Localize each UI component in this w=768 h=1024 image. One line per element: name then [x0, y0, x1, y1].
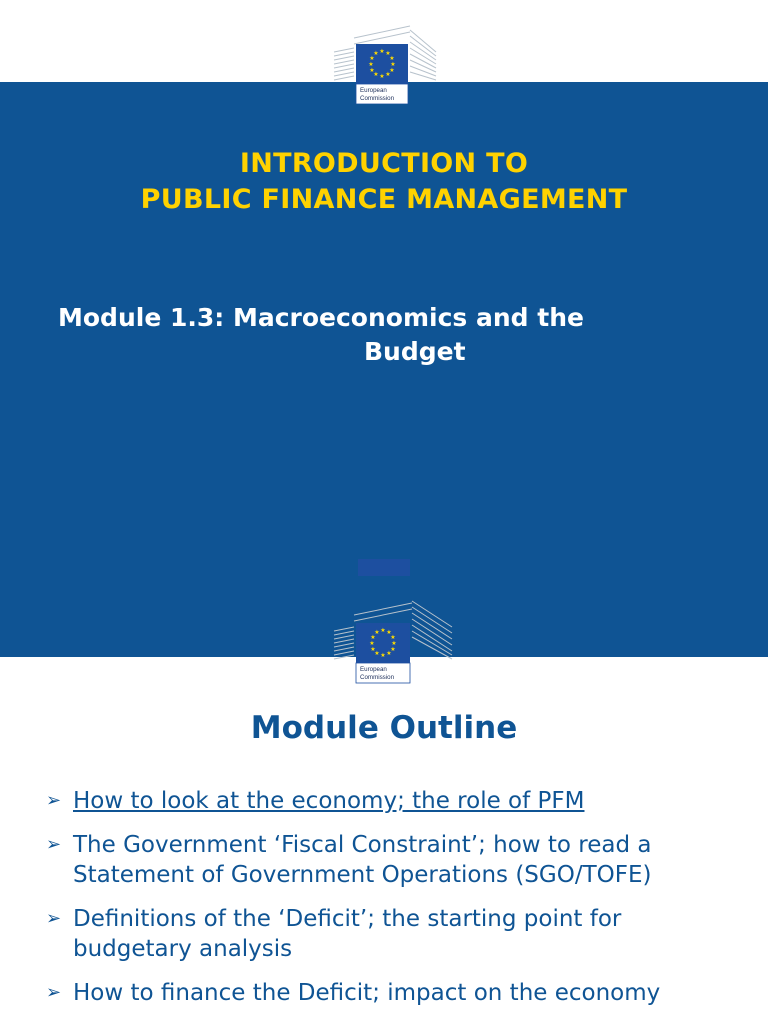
arrow-bullet-icon: ➢ [46, 834, 62, 855]
svg-text:★: ★ [385, 50, 391, 57]
svg-text:★: ★ [369, 55, 375, 62]
svg-text:★: ★ [370, 634, 376, 641]
svg-text:★: ★ [390, 61, 396, 68]
svg-text:★: ★ [370, 646, 376, 653]
arrow-bullet-icon: ➢ [46, 790, 62, 811]
arrow-bullet-icon: ➢ [46, 908, 62, 929]
list-item-text: Definitions of the ‘Deficit’; the starting point for budgetary analysis [73, 906, 622, 962]
module-outline-heading: Module Outline [250, 710, 518, 746]
svg-text:★: ★ [380, 652, 386, 659]
title-line2: PUBLIC FINANCE MANAGEMENT [140, 184, 628, 215]
outline-list [46, 786, 746, 1022]
subtitle-line1: Module 1.3: Macroeconomics and the [58, 303, 584, 332]
svg-text:★: ★ [369, 640, 375, 647]
list-item-text: How to finance the Deficit; impact on the economy [73, 980, 661, 1006]
svg-text:★: ★ [373, 71, 379, 78]
title-line1: INTRODUCTION TO [239, 148, 529, 179]
outline-link[interactable]: How to look at the economy; the role of PFM [73, 788, 585, 814]
logo-text-line2: Commission [360, 674, 395, 681]
svg-text:★: ★ [385, 71, 391, 78]
list-item[interactable] [46, 786, 746, 816]
svg-text:★: ★ [390, 634, 396, 641]
svg-text:★: ★ [369, 67, 375, 74]
svg-text:★: ★ [391, 640, 397, 647]
svg-text:★: ★ [374, 629, 380, 636]
svg-text:★: ★ [380, 627, 386, 634]
svg-text:★: ★ [386, 629, 392, 636]
list-item-text: The Government ‘Fiscal Constraint’; how to read a Statement of Government Operations (SGO/TOFE) [73, 832, 652, 888]
arrow-bullet-icon: ➢ [46, 982, 62, 1003]
logo-text-line2: Commission [360, 95, 395, 102]
svg-text:★: ★ [373, 50, 379, 57]
list-item [46, 904, 746, 964]
logo-text-line1: European [360, 666, 387, 673]
slide-divider-bar [358, 559, 410, 576]
list-item [46, 978, 746, 1008]
svg-text:★: ★ [368, 61, 374, 68]
slide-title [0, 146, 768, 218]
svg-text:★: ★ [386, 650, 392, 657]
svg-text:★: ★ [374, 650, 380, 657]
module-subtitle [0, 301, 768, 369]
svg-text:★: ★ [390, 646, 396, 653]
svg-text:★: ★ [379, 48, 385, 55]
svg-text:★: ★ [389, 67, 395, 74]
list-item [46, 830, 746, 890]
svg-text:★: ★ [389, 55, 395, 62]
european-commission-logo-2 [332, 597, 454, 685]
svg-text:★: ★ [379, 73, 385, 80]
subtitle-line2: Budget [364, 337, 466, 366]
logo-text-line1: European [360, 87, 387, 94]
european-commission-logo [332, 18, 438, 104]
